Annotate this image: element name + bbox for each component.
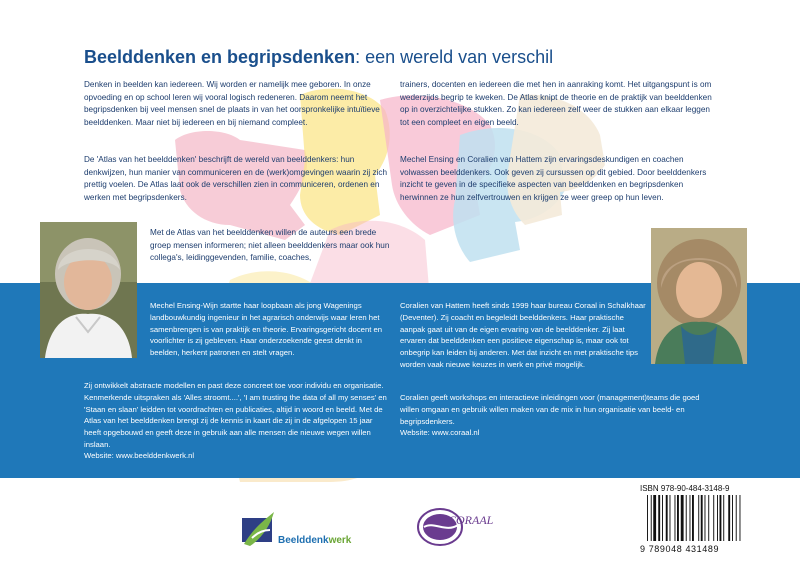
barcode-bar [705, 495, 706, 541]
barcode-bar [723, 495, 724, 541]
photo-coralien-van-hattem [651, 228, 747, 364]
barcode-bar [653, 495, 656, 541]
barcode-bar [736, 495, 737, 541]
logo-text-werk: werk [328, 535, 352, 546]
coralien-bio: Coralien van Hattem heeft sinds 1999 haar bureau Coraal in Schalkhaar (Deventer). Zij coacht en begeleidt beelddenkers. Haar praktische aanpak gaat uit van de eigen ervaring van de beelddenker. Zij laat ervaren dat beelddenken een positieve eigenschap is, maar ook tot onbegrip kan leiden bij anderen. Met dat inzicht en met praktische tips worden vaak nieuwe keuzes in werk en privé mogelijk. [400, 301, 646, 369]
barcode-bar [666, 495, 668, 541]
barcode-bar [701, 495, 703, 541]
barcode-bar [647, 495, 648, 541]
barcode-bar [728, 495, 730, 541]
barcode [647, 495, 772, 541]
intro-right-paragraph-2: Mechel Ensing en Coralien van Hattem zijn ervaringsdeskundigen en coachen volwassen beelddenkers. Ook geven zij cursussen op dit gebied. Door beelddenkers inzicht te geven in de specifieke aspecten van beelddenken en begripsdenken herwinnen ze hun zelfvertrouwen en krijgen ze weer greep op hun leven. [400, 155, 707, 202]
barcode-bar [675, 495, 676, 541]
intro-right-paragraph-1: trainers, docenten en iedereen die met hen in aanraking komt. Het uitgangspunt is om wederzijds begrip te kweken. De Atlas knipt de theorie en de praktijk van beelddenken op in overzichtelijke stukken. Zo kan iedereen zelf weer de stukken aan elkaar leggen tot een compleet en eigen beeld. [400, 80, 712, 127]
coralien-website: Website: www.coraal.nl [400, 428, 480, 437]
coraal-logo-icon [414, 503, 514, 549]
isbn-label: ISBN 978-90-484-3148-9 [640, 484, 730, 493]
barcode-bar [698, 495, 699, 541]
barcode-bar [686, 495, 687, 541]
coralien-work: Coralien geeft workshops en interactieve inleidingen voor (management)teams die goed willen omgaan en gebruik willen maken van de mix in hun organisatie van beeld- en begripsdenkers. [400, 393, 700, 426]
page-title [84, 47, 553, 68]
intro-paragraph-1: Denken in beelden kan iedereen. Wij worden er namelijk mee geboren. In onze opvoeding en op school leren wij vooral logisch redeneren. Daarom neemt het begripsdenken bij veel mensen snel de plaats in van het oorspronkelijke intuïtieve beelddenken. Maar niet bij iedereen en bij niemand compleet. [84, 80, 380, 127]
barcode-bar [720, 495, 722, 541]
barcode-bar [651, 495, 652, 541]
barcode-bar [708, 495, 709, 541]
barcode-bar [732, 495, 733, 541]
title-rest: : een wereld van verschil [355, 47, 554, 67]
barcode-bar [662, 495, 663, 541]
barcode-bar [670, 495, 671, 541]
coraal-logo-text: CORAAL [448, 513, 494, 527]
beelddenkwerk-logo-text [278, 535, 351, 546]
barcode-bar [713, 495, 714, 541]
barcode-digits: 9 789048 431489 [640, 544, 720, 554]
barcode-bar [658, 495, 660, 541]
intro-paragraph-2: De 'Atlas van het beelddenken' beschrijft de wereld van beelddenkers: hun denkwijzen, hun manier van communiceren en de (werk)omgevingen waarin zij zich prettig voelen. De Atlas laat ook de verschillen zien in communiceren, ordenen en werken met begripsdenkers. [84, 155, 388, 202]
barcode-bar [692, 495, 694, 541]
title-bold: Beelddenken en begripsdenken [84, 47, 356, 67]
barcode-bar [690, 495, 691, 541]
barcode-bar [681, 495, 684, 541]
mechel-website: Website: www.beelddenkwerk.nl [84, 451, 195, 460]
beelddenkwerk-logo-icon [240, 508, 370, 554]
barcode-bar [740, 495, 741, 541]
mechel-bio: Mechel Ensing-Wijn startte haar loopbaan als jong Wagenings landbouwkundig ingenieur in het agrarisch onderwijs waar leren het samenbrengen is van praktijk en theorie. Ervaringsgericht docent en voorlichter is zij gebleven. Haar onderzoekende geest denkt in beelden, herkent patronen en stelt vragen. [150, 301, 383, 358]
photo-mechel-ensing [40, 222, 137, 358]
barcode-bar [717, 495, 718, 541]
intro-paragraph-3: Met de Atlas van het beelddenken willen de auteurs een brede groep mensen informeren; niet alleen beelddenkers maar ook hun collega's, leidinggevenden, familie, coaches, [150, 228, 390, 263]
mechel-work: Zij ontwikkelt abstracte modellen en past deze concreet toe voor individu en organisatie. Kenmerkende uitspraken als 'Alles stroomt....', 'I am trusting the data of all my senses' en 'Staan en slaan' leidden tot voordrachten en publicaties, altijd in woord en beeld. Met de Atlas van het beelddenken brengt zij de kennis in kaart die zij in de afgelopen 15 jaar heeft opgebouwd en geeft deze in gebruik aan alle mensen die nieuwe wegen willen inslaan. [84, 381, 387, 449]
logo-text-beelddenk: Beelddenk [278, 535, 329, 546]
barcode-bar [677, 495, 679, 541]
